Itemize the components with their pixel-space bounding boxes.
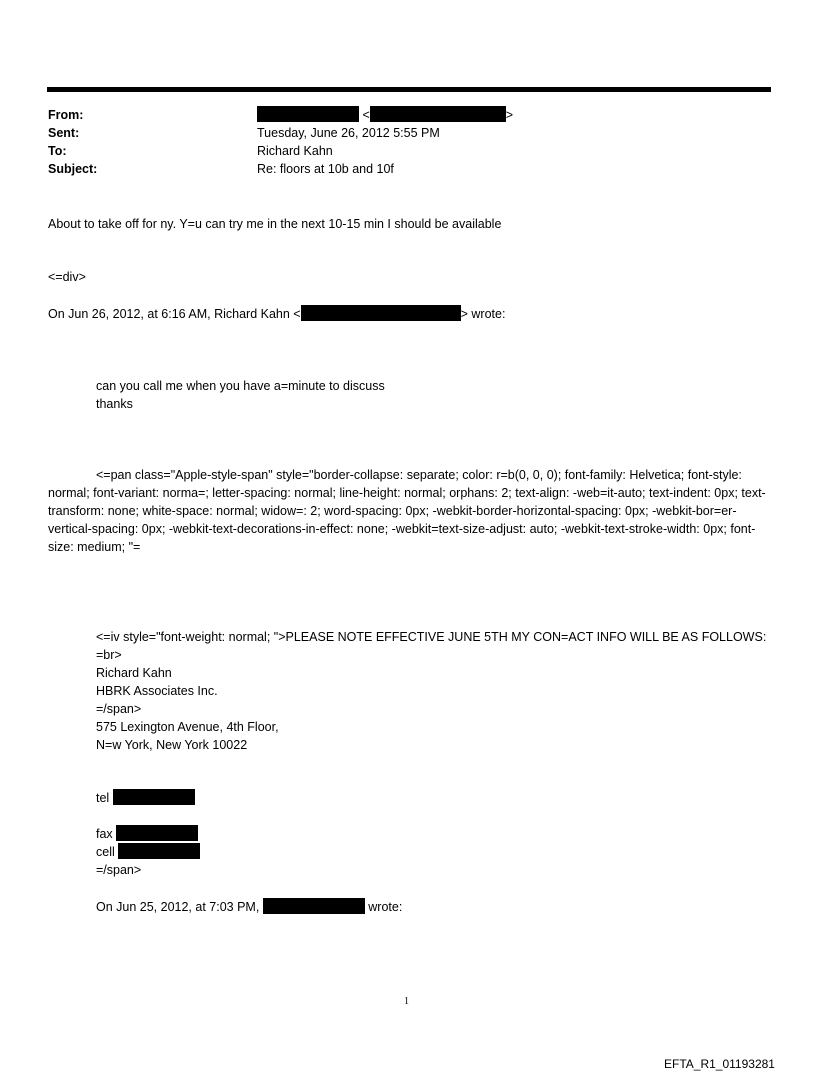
tel-label: tel <box>96 791 110 805</box>
redacted-tel <box>113 789 195 805</box>
tel-line <box>96 789 195 807</box>
quote-intro <box>48 305 505 323</box>
signature-address-line1: 575 Lexington Avenue, 4th Floor, <box>96 720 279 734</box>
from-open-bracket: < <box>362 108 370 122</box>
redacted-cell <box>118 843 200 859</box>
signature-address-line2: N=w York, New York 10022 <box>96 738 248 752</box>
br-tag-text: =br> <box>96 648 122 662</box>
bates-number: EFTA_R1_01193281 <box>664 1057 775 1071</box>
contact-notice: <=iv style="font-weight: normal; ">PLEASE NOTE EFFECTIVE JUNE 5TH MY CON=ACT INFO WILL BE AS FOLLOWS: <box>96 630 767 644</box>
header-rule <box>47 87 771 92</box>
span-style-code: <=pan class="Apple-style-span" style="border-collapse: separate; color: r=b(0, 0, 0); font-family: Helvetica; font-style: normal; font-variant: norma=; letter-spacing: normal; line-height: normal; orphans: 2; text-align: -web=it-auto; text-indent: 0px; text-transform: none; white-space: normal; widow=: 2; word-spacing: 0px; -webkit-border-horizontal-spacing: 0px; -webkit-bor=er-vertical-spacing: 0px; -webkit-text-decorations-in-effect: none; -webkit=text-size-adjust: auto; -webkit-text-stroke-width: 0px; font-size: medium; "= <box>48 468 766 554</box>
subject-value: Re: floors at 10b and 10f <box>257 162 394 176</box>
cell-label: cell <box>96 845 115 859</box>
quote2-intro <box>96 898 402 916</box>
to-value: Richard Kahn <box>257 144 333 158</box>
signature-company: HBRK Associates Inc. <box>96 684 218 698</box>
div-tag-text: <=div> <box>48 270 86 284</box>
quote2-prefix: On Jun 25, 2012, at 7:03 PM, <box>96 900 260 914</box>
cell-line <box>96 843 200 861</box>
thanks-text: thanks <box>96 397 133 411</box>
signature-name: Richard Kahn <box>96 666 172 680</box>
fax-label: fax <box>96 827 113 841</box>
quote-intro-suffix: > wrote: <box>460 307 506 321</box>
subject-label: Subject: <box>48 162 98 176</box>
to-label: To: <box>48 144 67 158</box>
page-number: 1 <box>404 996 409 1007</box>
redacted-sender-email <box>370 106 506 122</box>
quote2-suffix: wrote: <box>368 900 403 914</box>
span-close-text: =/span> <box>96 702 142 716</box>
from-value <box>257 106 513 124</box>
span-close-text-2: =/span> <box>96 863 142 877</box>
from-label: From: <box>48 108 84 122</box>
fax-line <box>96 825 198 843</box>
redacted-kahn-email <box>301 305 461 321</box>
redacted-sender-name <box>257 106 359 122</box>
call-request-text: can you call me when you have a=minute to discuss <box>96 379 385 393</box>
from-close-bracket: > <box>505 108 514 122</box>
message-text: About to take off for ny. Y=u can try me in the next 10-15 min I should be available <box>48 217 502 231</box>
redacted-sender-name-2 <box>263 898 365 914</box>
quote-intro-prefix: On Jun 26, 2012, at 6:16 AM, Richard Kahn < <box>48 307 301 321</box>
sent-value: Tuesday, June 26, 2012 5:55 PM <box>257 126 440 140</box>
sent-label: Sent: <box>48 126 80 140</box>
redacted-fax <box>116 825 198 841</box>
